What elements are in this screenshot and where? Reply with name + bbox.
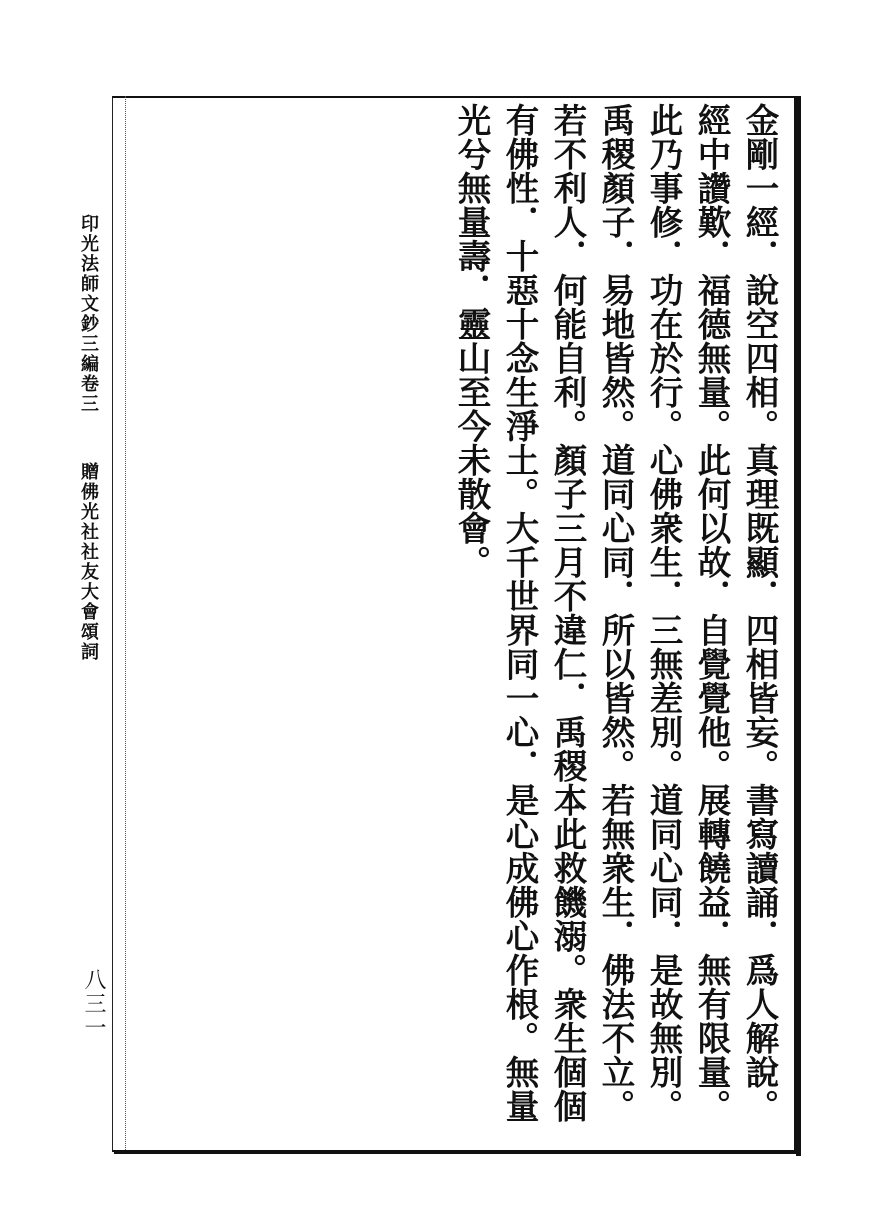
- frame-right-rule: [796, 96, 801, 1156]
- book-title: 印光法師文鈔三編卷三: [78, 214, 99, 414]
- page-number: 八三一: [81, 968, 106, 1040]
- chapter-title: 贈佛光社社友大會頌詞: [78, 462, 99, 662]
- body-paragraph: 金剛一經．說空四相。真理既顯．四相皆妄。書寫讀誦．爲人解說。經中讚歎．福德無量。此何以故．自覺覺他。展轉饒益．無有限量。此乃事修．功在於行。心佛衆生．三無差別。道同心同．是故無別。禹稷顏子．易地皆然。道同心同．所以皆然。若無衆生．佛法不立。若不利人．何能自利。顏子三月不違仁．禹稷本此救饑溺。衆生個個有佛性．十惡十念生淨土。大千世界同一心．是心成佛心作根。無量光兮無量壽．靈山至今未散會。: [452, 103, 779, 1123]
- main-text: [447, 103, 783, 1153]
- inner-margin-rule: [125, 96, 126, 1150]
